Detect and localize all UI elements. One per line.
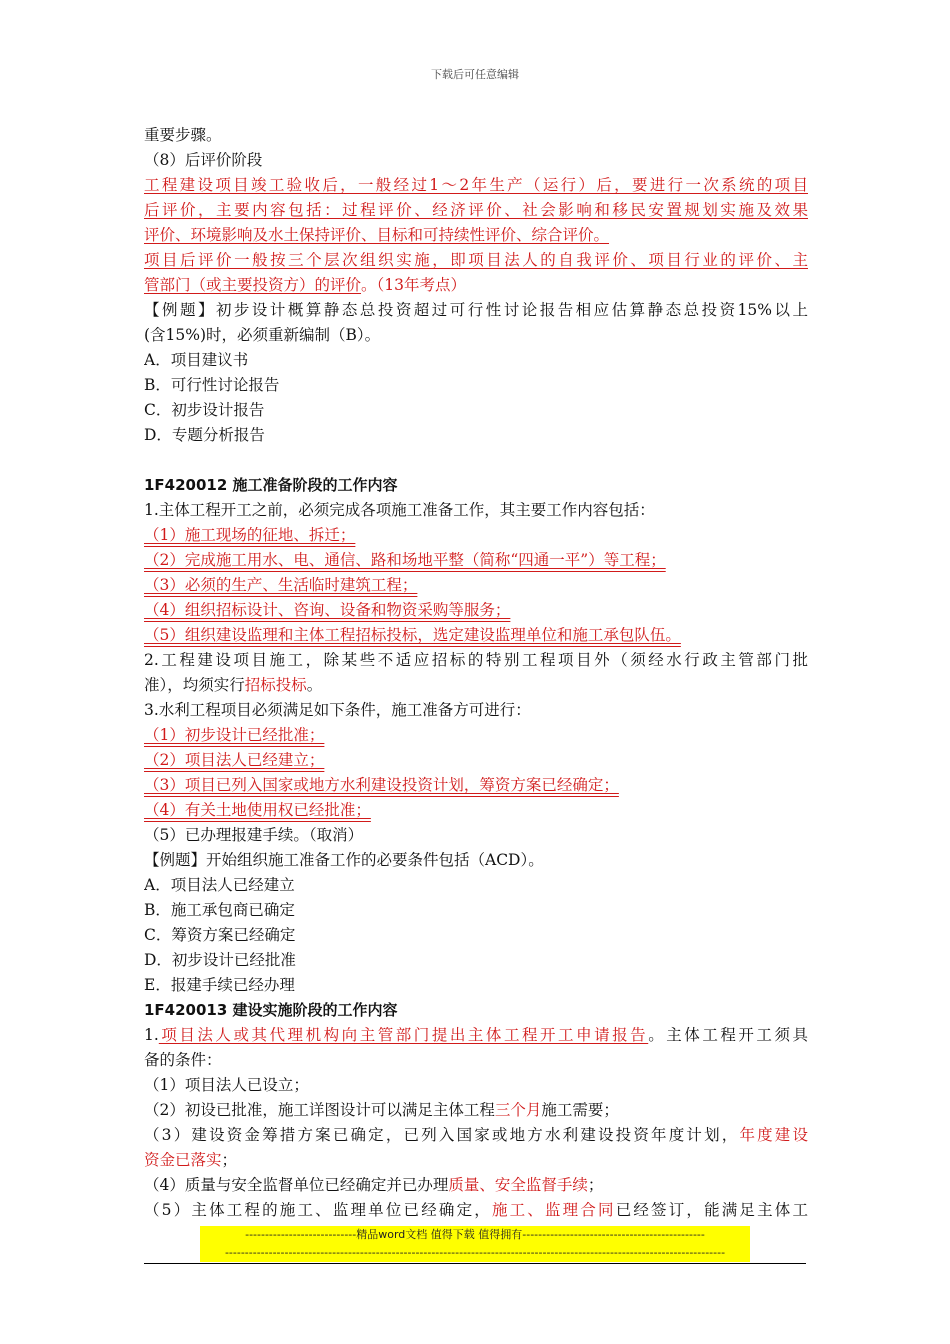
highlight-span: （3）项目已列入国家或地方水利建设投资计划，筹资方案已经确定； bbox=[144, 776, 619, 794]
text-line: 1.主体工程开工之前，必须完成各项施工准备工作，其主要工作内容包括： bbox=[144, 501, 655, 519]
text-line bbox=[144, 1023, 808, 1048]
text-span: 准），均须实行 bbox=[144, 676, 245, 694]
text-line bbox=[144, 273, 808, 298]
highlight-span: （2）完成施工用水、电、通信、路和场地平整（简称“四通一平”）等工程； bbox=[144, 551, 666, 569]
note-span: 。（13年考点） bbox=[361, 276, 466, 294]
text-line: 2.工程建设项目施工，除某些不适应招标的特别工程项目外（须经水行政主管部门批 bbox=[144, 651, 808, 669]
list-item bbox=[144, 1098, 808, 1123]
list-item bbox=[144, 623, 808, 648]
highlight-span: 评价、环境影响及水土保持评价、目标和可持续性评价、综合评价。 bbox=[144, 226, 610, 244]
highlight-span: 施工、监理合同 bbox=[491, 1201, 616, 1219]
highlight-span: （4）组织招标设计、咨询、设备和物资采购等服务； bbox=[144, 601, 511, 619]
highlight-span: 招标投标 bbox=[244, 676, 307, 694]
document-body bbox=[144, 123, 808, 1223]
footer-banner bbox=[200, 1226, 750, 1262]
text-span: （2）初设已批准，施工详图设计可以满足主体工程 bbox=[144, 1101, 495, 1119]
text-line: (含15%)时，必须重新编制（B）。 bbox=[144, 326, 381, 344]
list-item bbox=[144, 748, 808, 773]
text-line-highlight bbox=[144, 223, 808, 248]
text-line-highlight: 工程建设项目竣工验收后，一般经过1～2年生产（运行）后，要进行一次系统的项目 bbox=[144, 176, 808, 194]
option-item: E．报建手续已经办理 bbox=[144, 976, 295, 994]
text-line-highlight: 项目后评价一般按三个层次组织实施，即项目法人的自我评价、项目行业的评价、主 bbox=[144, 251, 808, 269]
highlight-span: （2）项目法人已经建立； bbox=[144, 751, 325, 769]
highlight-span: 管部门（或主要投资方）的评价 bbox=[144, 276, 362, 294]
highlight-span: 资金已落实 bbox=[144, 1151, 222, 1169]
highlight-span: 年度建设 bbox=[739, 1126, 808, 1144]
option-item: C．初步设计报告 bbox=[144, 401, 265, 419]
list-item bbox=[144, 773, 808, 798]
list-item bbox=[144, 548, 808, 573]
highlight-span: （1）初步设计已经批准； bbox=[144, 726, 325, 744]
text-span: ； bbox=[587, 1176, 604, 1194]
text-span: （4）质量与安全监督单位已经确定并已办理 bbox=[144, 1176, 449, 1194]
list-item bbox=[144, 1173, 808, 1198]
text-span: 1. bbox=[144, 1026, 159, 1044]
option-item: D．初步设计已经批准 bbox=[144, 951, 296, 969]
list-item bbox=[144, 1198, 808, 1223]
list-item: （5）已办理报建手续。（取消） bbox=[144, 826, 364, 844]
option-item: D．专题分析报告 bbox=[144, 426, 265, 444]
list-item bbox=[144, 573, 808, 598]
text-line-highlight: 后评价，主要内容包括：过程评价、经济评价、社会影响和移民安置规划实施及效果 bbox=[144, 201, 808, 219]
text-span: 已经签订，能满足主体工 bbox=[615, 1201, 808, 1219]
text-span: 施工需要； bbox=[541, 1101, 619, 1119]
highlight-span: 三个月 bbox=[494, 1101, 542, 1119]
list-item bbox=[144, 798, 808, 823]
footer-divider bbox=[144, 1263, 806, 1264]
footer-banner-text: ----------------------------精品word文档 值得下载 值得拥有---------------------------------------------- bbox=[245, 1228, 705, 1241]
text-line bbox=[144, 1148, 808, 1173]
list-item: （1）项目法人已设立； bbox=[144, 1076, 309, 1094]
option-item: C．筹资方案已经确定 bbox=[144, 926, 296, 944]
list-item bbox=[144, 523, 808, 548]
list-item bbox=[144, 723, 808, 748]
text-span: （5）主体工程的施工、监理单位已经确定， bbox=[144, 1201, 492, 1219]
section-heading: 1F420012 施工准备阶段的工作内容 bbox=[144, 476, 398, 494]
text-line: 3.水利工程项目必须满足如下条件，施工准备方可进行： bbox=[144, 701, 531, 719]
option-item: A．项目建议书 bbox=[144, 351, 249, 369]
text-line: （8）后评价阶段 bbox=[144, 151, 263, 169]
text-span: ； bbox=[221, 1151, 238, 1169]
highlight-span: （4）有关土地使用权已经批准； bbox=[144, 801, 371, 819]
option-item: B．施工承包商已确定 bbox=[144, 901, 295, 919]
text-span: 。 bbox=[306, 676, 323, 694]
highlight-span: 质量、安全监督手续 bbox=[448, 1176, 588, 1194]
list-item bbox=[144, 598, 808, 623]
list-item bbox=[144, 1123, 808, 1148]
text-line: 重要步骤。 bbox=[144, 126, 222, 144]
page-header: 下载后可任意编辑 bbox=[431, 68, 519, 81]
highlight-span: （1）施工现场的征地、拆迁； bbox=[144, 526, 356, 544]
footer-banner-dashes: ------------------------------------------------------------------------------------------------------------------------------ bbox=[224, 1246, 726, 1259]
highlight-span: 项目法人或其代理机构向主管部门提出主体工程开工申请报告 bbox=[158, 1026, 649, 1044]
text-line bbox=[144, 673, 808, 698]
example-question: 【例题】初步设计概算静态总投资超过可行性讨论报告相应估算静态总投资15%以上 bbox=[144, 301, 808, 319]
option-item: B．可行性讨论报告 bbox=[144, 376, 280, 394]
highlight-span: （5）组织建设监理和主体工程招标投标，选定建设监理单位和施工承包队伍。 bbox=[144, 626, 681, 644]
text-span: 。主体工程开工须具 bbox=[648, 1026, 808, 1044]
section-heading: 1F420013 建设实施阶段的工作内容 bbox=[144, 1001, 398, 1019]
text-span: （3）建设资金筹措方案已确定，已列入国家或地方水利建设投资年度计划， bbox=[144, 1126, 740, 1144]
text-line: 备的条件： bbox=[144, 1051, 222, 1069]
option-item: A．项目法人已经建立 bbox=[144, 876, 295, 894]
highlight-span: （3）必须的生产、生活临时建筑工程； bbox=[144, 576, 418, 594]
example-question: 【例题】开始组织施工准备工作的必要条件包括（ACD）。 bbox=[144, 851, 544, 869]
